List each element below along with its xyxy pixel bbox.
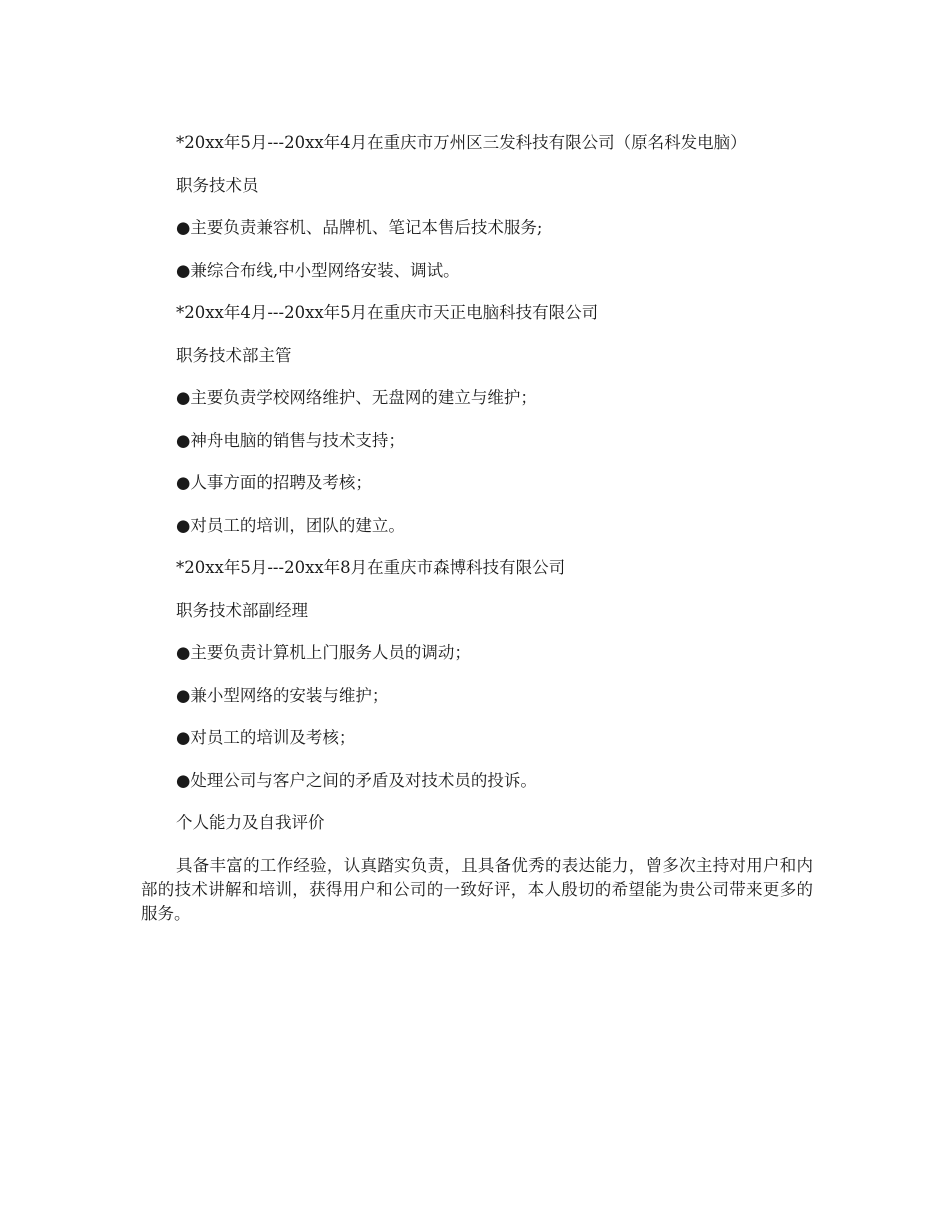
duty-bullet: ●兼小型网络的安装与维护； [176,685,389,705]
job-entry-heading-sanfa: *20xx年5月---20xx年4月在重庆市万州区三发科技有限公司（原名科发电脑） [176,133,747,152]
section-heading-self-evaluation: 个人能力及自我评价 [176,813,325,832]
duty-bullet: ●对员工的培训及考核； [176,728,356,747]
job-title-technician: 职务技术员 [176,175,259,195]
job-entry-heading-senbo: *20xx年5月---20xx年8月在重庆市森博科技有限公司 [176,558,566,577]
job-title-tech-supervisor: 职务技术部主管 [176,345,292,365]
duty-bullet: ●神舟电脑的销售与技术支持； [176,430,405,450]
duty-bullet: ●主要负责兼容机、品牌机、笔记本售后技术服务; [176,218,543,237]
duty-bullet: ●处理公司与客户之间的矛盾及对技术员的投诉。 [176,770,537,790]
duty-bullet: ●主要负责计算机上门服务人员的调动； [176,643,471,662]
self-evaluation-text: 具备丰富的工作经验，认真踏实负责，且具备优秀的表达能力，曾多次主持对用户和内部的技术讲解和培训，获得用户和公司的一致好评，本人殷切的希望能为贵公司带来更多的服务。 [141,855,813,923]
duty-bullet: ●主要负责学校网络维护、无盘网的建立与维护； [176,388,537,407]
document-body [141,131,813,944]
duty-bullet: ●兼综合布线,中小型网络安装、调试。 [176,260,460,280]
job-title-deputy-manager: 职务技术部副经理 [176,600,308,620]
duty-bullet: ●对员工的培训，团队的建立。 [176,515,405,535]
duty-bullet: ●人事方面的招聘及考核； [176,473,372,492]
job-entry-heading-tianzheng: *20xx年4月---20xx年5月在重庆市天正电脑科技有限公司 [176,303,599,322]
